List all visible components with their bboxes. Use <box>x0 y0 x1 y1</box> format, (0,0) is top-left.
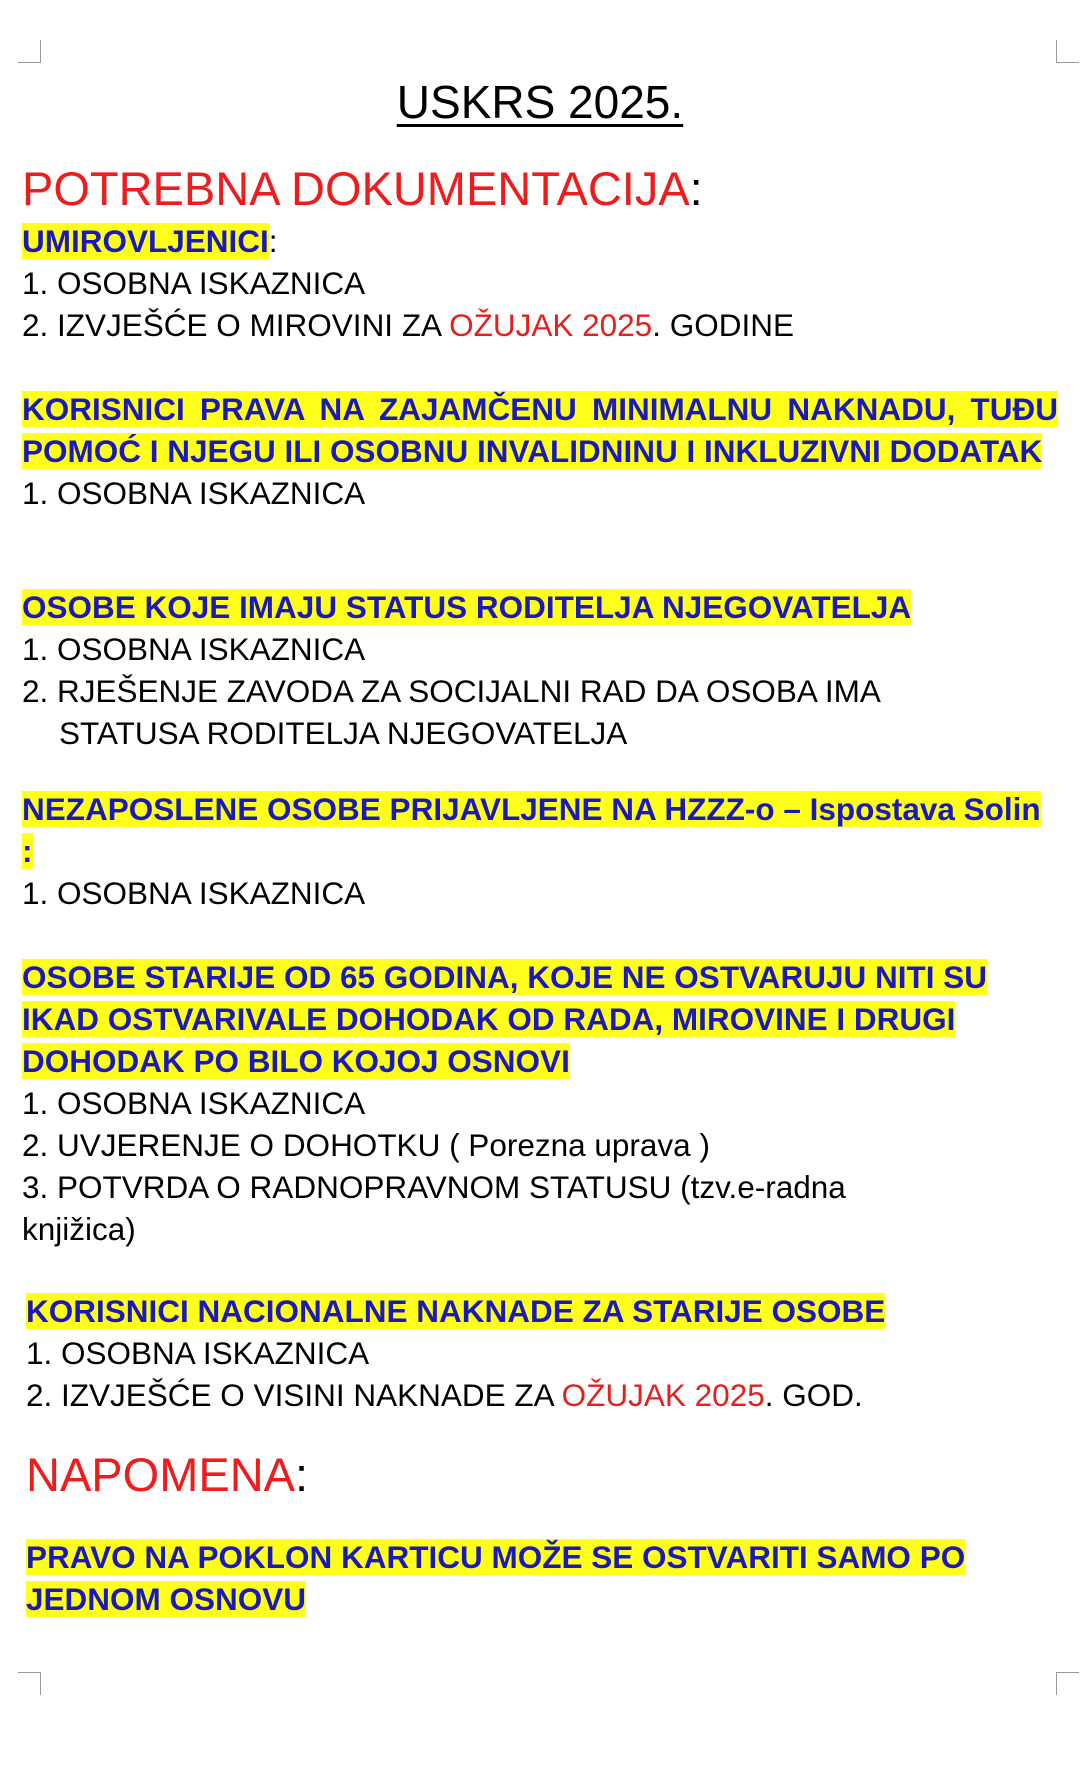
section-heading-colon: : <box>268 223 278 259</box>
note-heading-text: NAPOMENA <box>26 1448 295 1501</box>
page-corner-mark-top-right <box>1056 40 1079 63</box>
section-heading: OSOBE KOJE IMAJU STATUS RODITELJA NJEGOVATELJA <box>22 589 912 625</box>
section-heading: UMIROVLJENICI <box>22 223 269 259</box>
list-item: 2. UVJERENJE O DOHOTKU ( Porezna uprava ) <box>22 1127 710 1163</box>
list-item-text: 2. RJEŠENJE ZAVODA ZA SOCIJALNI RAD DA OSOBA IMA <box>22 673 881 709</box>
list-item: 1. OSOBNA ISKAZNICA <box>22 631 366 667</box>
section-unemployed <box>22 788 1058 914</box>
section-pensioners <box>22 220 1058 346</box>
section-seniors-over-65 <box>22 956 1022 1250</box>
list-item: 1. OSOBNA ISKAZNICA <box>22 265 366 301</box>
list-item: 1. OSOBNA ISKAZNICA <box>26 1335 370 1371</box>
section-heading: KORISNICI PRAVA NA ZAJAMČENU MINIMALNU NAKNADU, TUĐU POMOĆ I NJEGU ILI OSOBNU INVALIDNINU I INKLUZIVNI DODATAK <box>22 391 1058 469</box>
list-item <box>26 1374 1062 1416</box>
highlighted-date: OŽUJAK 2025 <box>449 307 653 343</box>
note-text: PRAVO NA POKLON KARTICU MOŽE SE OSTVARITI SAMO PO JEDNOM OSNOVU <box>26 1539 966 1617</box>
section-heading: OSOBE STARIJE OD 65 GODINA, KOJE NE OSTVARUJU NITI SU IKAD OSTVARIVALE DOHODAK OD RADA, MIROVINE I DRUGI DOHODAK PO BILO KOJOJ OSNOVI <box>22 959 987 1079</box>
required-documents-heading <box>22 160 703 218</box>
list-item-text: 2. IZVJEŠĆE O VISINI NAKNADE ZA <box>26 1377 562 1413</box>
highlighted-date: OŽUJAK 2025 <box>561 1377 765 1413</box>
section-parent-caregivers <box>22 586 1058 754</box>
required-documents-heading-text: POTREBNA DOKUMENTACIJA <box>22 162 690 215</box>
required-documents-heading-colon: : <box>689 162 703 215</box>
note-heading-colon: : <box>295 1448 309 1501</box>
section-national-benefit <box>26 1290 1062 1416</box>
list-item-text: . GOD. <box>764 1377 863 1413</box>
list-item: 3. POTVRDA O RADNOPRAVNOM STATUSU (tzv.e-radna knjižica) <box>22 1169 846 1247</box>
list-item: 1. OSOBNA ISKAZNICA <box>22 475 366 511</box>
page-corner-mark-bottom-left <box>18 1672 41 1695</box>
list-item-continuation: STATUSA RODITELJA NJEGOVATELJA <box>59 715 628 751</box>
list-item: 1. OSOBNA ISKAZNICA <box>22 875 366 911</box>
note-heading <box>26 1446 308 1504</box>
document-title: USKRS 2025. <box>396 76 684 128</box>
list-item: 1. OSOBNA ISKAZNICA <box>22 1085 366 1121</box>
list-item-text: . GODINE <box>652 307 794 343</box>
list-item-text: 2. IZVJEŠĆE O MIROVINI ZA <box>22 307 450 343</box>
section-heading: NEZAPOSLENE OSOBE PRIJAVLJENE NA HZZZ-o – Ispostava Solin : <box>22 791 1041 869</box>
note-body <box>26 1536 1056 1620</box>
list-item <box>22 670 1058 754</box>
page-corner-mark-top-left <box>18 40 41 63</box>
page-corner-mark-bottom-right <box>1056 1672 1079 1695</box>
section-heading: KORISNICI NACIONALNE NAKNADE ZA STARIJE OSOBE <box>26 1293 886 1329</box>
section-benefit-recipients <box>22 388 1058 514</box>
list-item <box>22 304 1058 346</box>
